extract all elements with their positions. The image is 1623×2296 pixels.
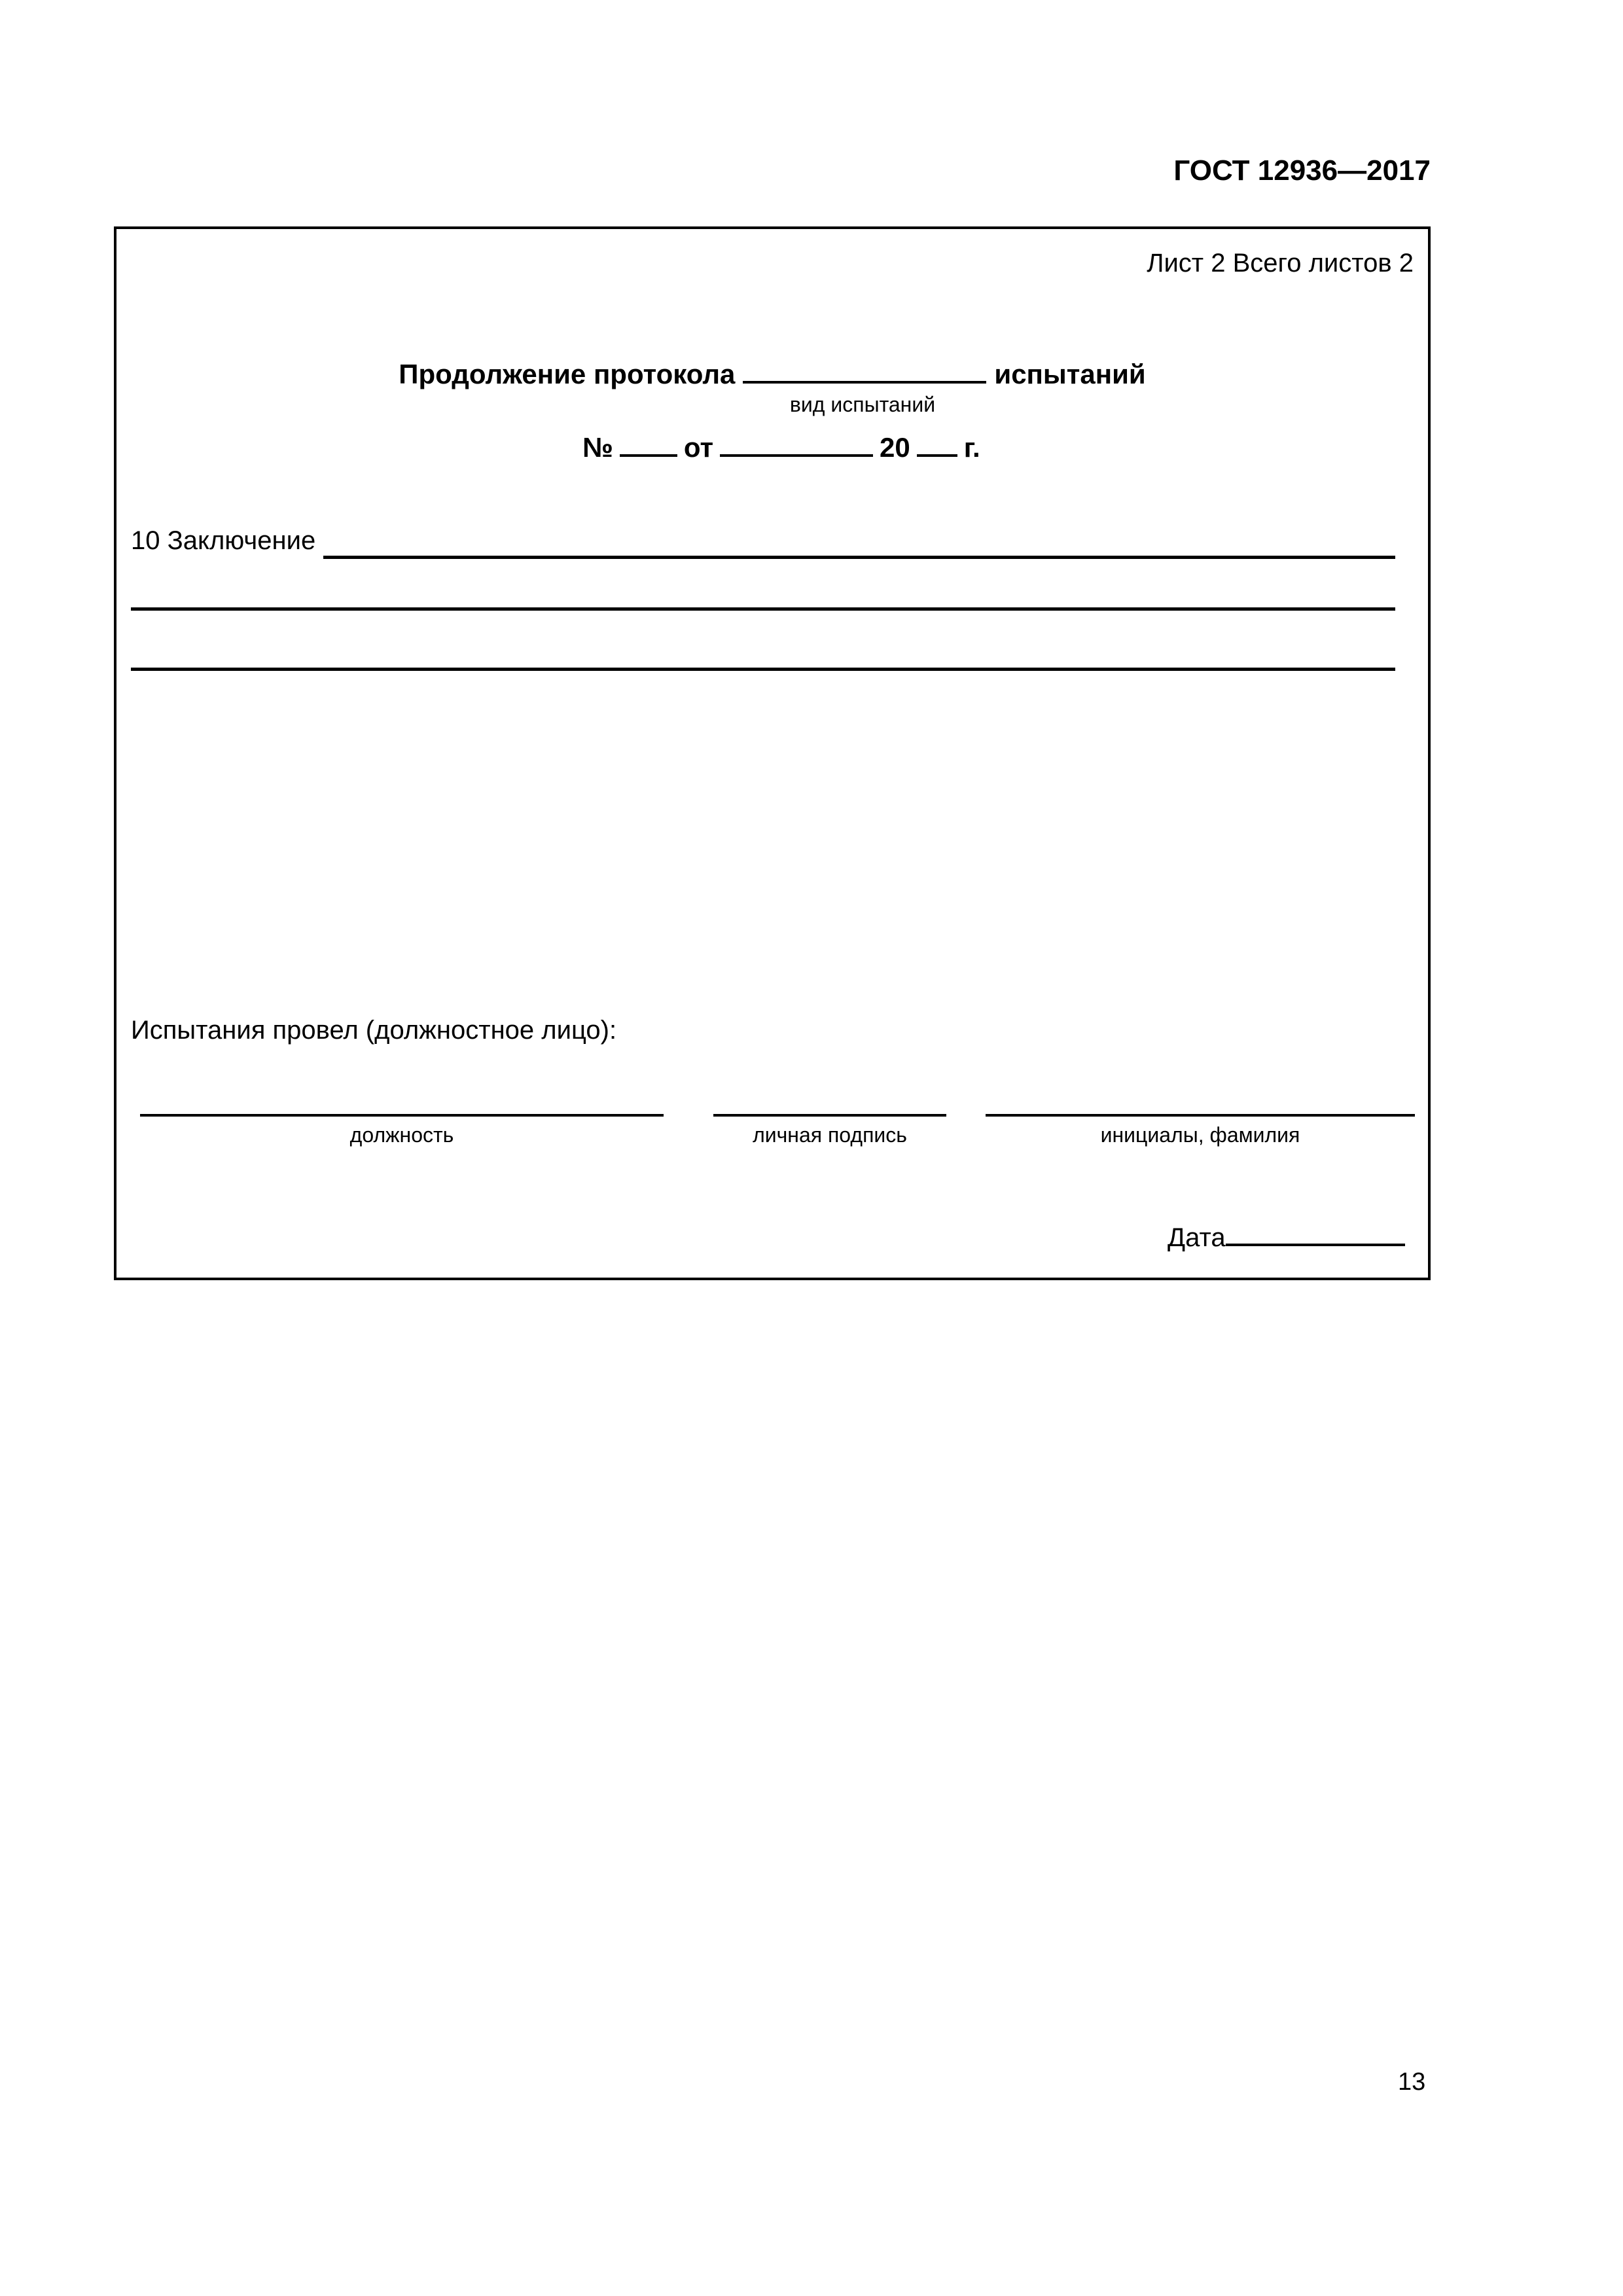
position-caption: должность	[349, 1123, 454, 1147]
conclusion-line-2	[131, 607, 1395, 611]
page-number: 13	[1398, 2068, 1426, 2096]
conclusion-line-3	[131, 668, 1395, 671]
signature-line-position	[140, 1114, 664, 1147]
from-label: от	[683, 432, 714, 463]
initials-surname-caption: инициалы, фамилия	[1100, 1123, 1300, 1147]
conclusion-row	[131, 520, 1395, 559]
protocol-number-blank	[620, 429, 677, 457]
signature-line-initials-surname	[986, 1114, 1415, 1147]
year-suffix-label: г.	[963, 432, 980, 463]
year-blank	[917, 429, 957, 457]
protocol-form-box	[114, 226, 1431, 1280]
gost-standard-header: ГОСТ 12936—2017	[1173, 154, 1431, 187]
signature-line-personal-signature	[713, 1114, 946, 1147]
form-title-suffix: испытаний	[994, 359, 1146, 389]
date-blank	[1226, 1220, 1405, 1246]
protocol-number-line	[582, 429, 980, 463]
date-row	[1168, 1220, 1405, 1253]
number-sign-label: №	[582, 432, 613, 463]
date-label: Дата	[1168, 1223, 1226, 1252]
conclusion-label: 10 Заключение	[131, 526, 316, 555]
test-type-caption: вид испытаний	[789, 393, 936, 416]
year-prefix-label: 20	[880, 432, 910, 463]
form-title	[116, 356, 1428, 390]
sheet-count-note: Лист 2 Всего листов 2	[1147, 249, 1414, 278]
protocol-date-blank	[720, 429, 873, 457]
conclusion-line-1	[323, 520, 1395, 559]
tester-label: Испытания провел (должностное лицо):	[131, 1016, 617, 1045]
test-type-blank	[743, 356, 986, 384]
personal-signature-caption: личная подпись	[753, 1123, 907, 1147]
form-title-prefix: Продолжение протокола	[399, 359, 736, 389]
